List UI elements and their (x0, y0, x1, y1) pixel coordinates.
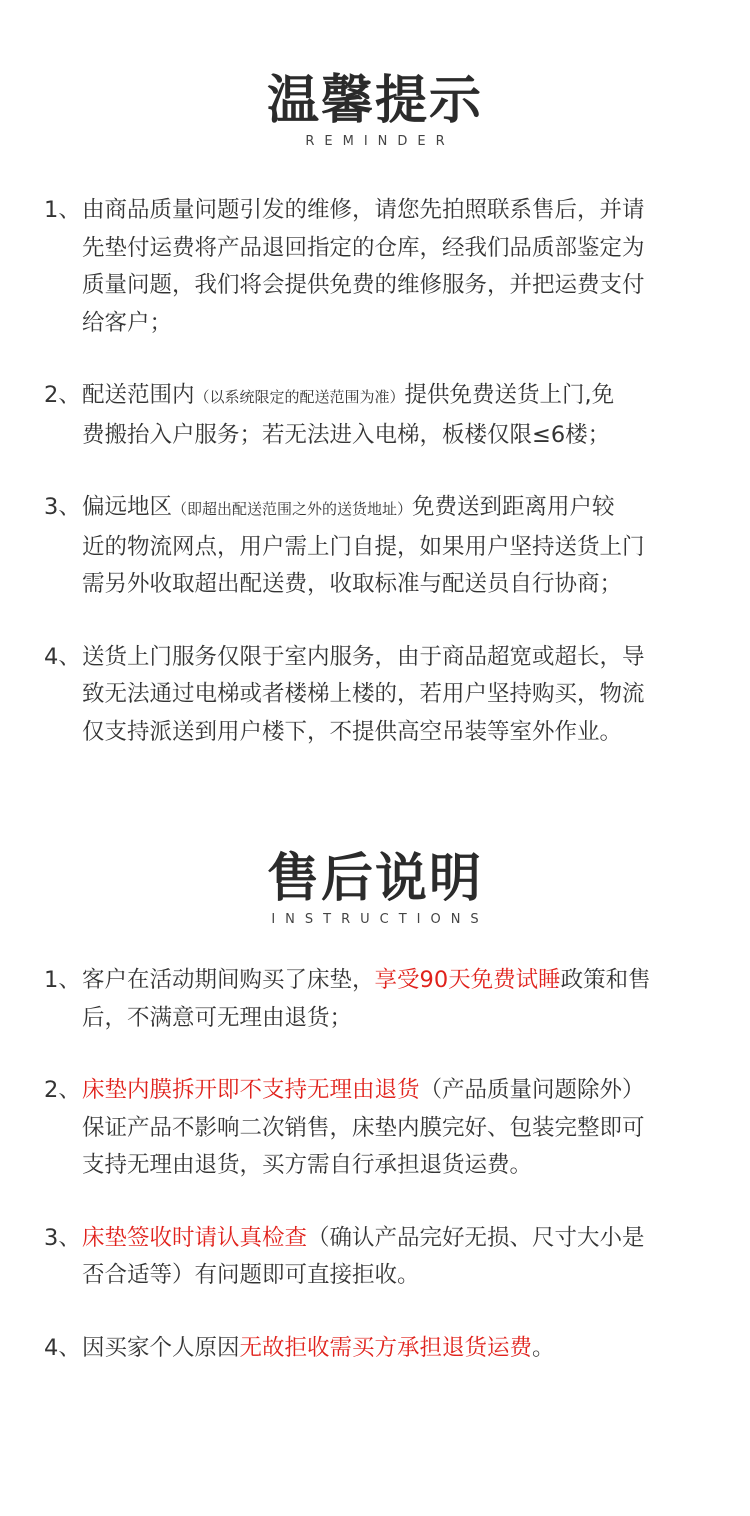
item-number: 4、 (44, 643, 81, 670)
item-line: 质量问题，我们将会提供免费的维修服务，并把运费支付 (82, 272, 645, 298)
item-number: 1、 (44, 967, 81, 993)
item-note: （以系统限定的配送范围为准） (194, 388, 405, 406)
item-line: 需另外收取超出配送费，收取标准与配送员自行协商； (82, 571, 623, 597)
reminder-item-4 (44, 639, 694, 752)
highlight-text: 无故拒收需买方承担退货运费 (239, 1334, 533, 1361)
reminder-item-2 (44, 377, 694, 454)
instructions-item-3 (44, 1220, 694, 1295)
reminder-section (0, 68, 750, 745)
item-line: 先垫付运费将产品退回指定的仓库，经我们品质部鉴定为 (82, 234, 645, 261)
highlight-text: 床垫内膜拆开即不支持无理由退货 (82, 1077, 420, 1103)
item-number: 3、 (44, 494, 81, 520)
item-text: 客户在活动期间购买了床垫， (82, 967, 375, 993)
instructions-item-4 (44, 1330, 694, 1368)
item-line (82, 489, 694, 529)
item-line (82, 1220, 694, 1258)
item-line: 由商品质量问题引发的维修，请您先拍照联系售后，并请 (82, 197, 645, 223)
reminder-subtitle: REMINDER (305, 134, 455, 149)
instructions-item-1 (44, 962, 694, 1037)
reminder-list (44, 192, 694, 751)
instructions-title: 售后说明 (266, 849, 483, 909)
item-line: 否合适等）有问题即可直接拒收。 (82, 1262, 420, 1288)
reminder-item-3 (44, 489, 694, 604)
item-number: 4、 (44, 1334, 81, 1361)
item-number: 2、 (44, 382, 81, 408)
highlight-text: 床垫签收时请认真检查 (82, 1224, 308, 1251)
item-text: 政策和售 (560, 967, 651, 993)
item-number: 1、 (44, 197, 81, 223)
item-text: 免费送到距离用户较 (412, 494, 615, 520)
item-line (82, 962, 694, 1000)
item-text: 。 (532, 1334, 555, 1361)
item-line: 近的物流网点，用户需上门自提，如果用户坚持送货上门 (82, 533, 645, 560)
item-line: 保证产品不影响二次销售，床垫内膜完好、包装完整即可 (82, 1114, 645, 1141)
item-note: （即超出配送范围之外的送货地址） (172, 500, 413, 518)
item-text: （产品质量问题除外） (419, 1077, 645, 1103)
item-text: 提供免费送货上门,免 (404, 382, 615, 408)
instructions-item-2 (44, 1072, 694, 1185)
instructions-list (44, 962, 694, 1367)
item-line (82, 377, 694, 417)
highlight-text: 享受90天免费试睡 (374, 967, 561, 993)
item-line: 送货上门服务仅限于室内服务，由于商品超宽或超长，导 (82, 643, 645, 670)
item-number: 2、 (44, 1077, 81, 1103)
item-text: 因买家个人原因 (82, 1334, 240, 1361)
item-line (82, 1330, 694, 1368)
instructions-subtitle: INSTRUCTIONS (271, 912, 489, 927)
item-line: 支持无理由退货，买方需自行承担退货运费。 (82, 1152, 533, 1178)
item-number: 3、 (44, 1224, 81, 1251)
item-line: 费搬抬入户服务；若无法进入电梯，板楼仅限≤6楼； (82, 421, 611, 448)
item-line: 给客户； (82, 309, 173, 336)
instructions-section (0, 846, 750, 1361)
item-text: 偏远地区 (82, 494, 173, 520)
item-text: （确认产品完好无损、尺寸大小是 (307, 1224, 645, 1251)
item-line: 后，不满意可无理由退货； (82, 1004, 353, 1031)
item-line: 致无法通过电梯或者楼梯上楼的，若用户坚持购买，物流 (82, 681, 645, 707)
item-line (82, 1072, 694, 1110)
reminder-item-1 (44, 192, 694, 342)
item-line: 仅支持派送到用户楼下，不提供高空吊装等室外作业。 (82, 718, 623, 745)
item-text: 配送范围内 (82, 382, 195, 408)
reminder-title: 温馨提示 (266, 71, 483, 131)
